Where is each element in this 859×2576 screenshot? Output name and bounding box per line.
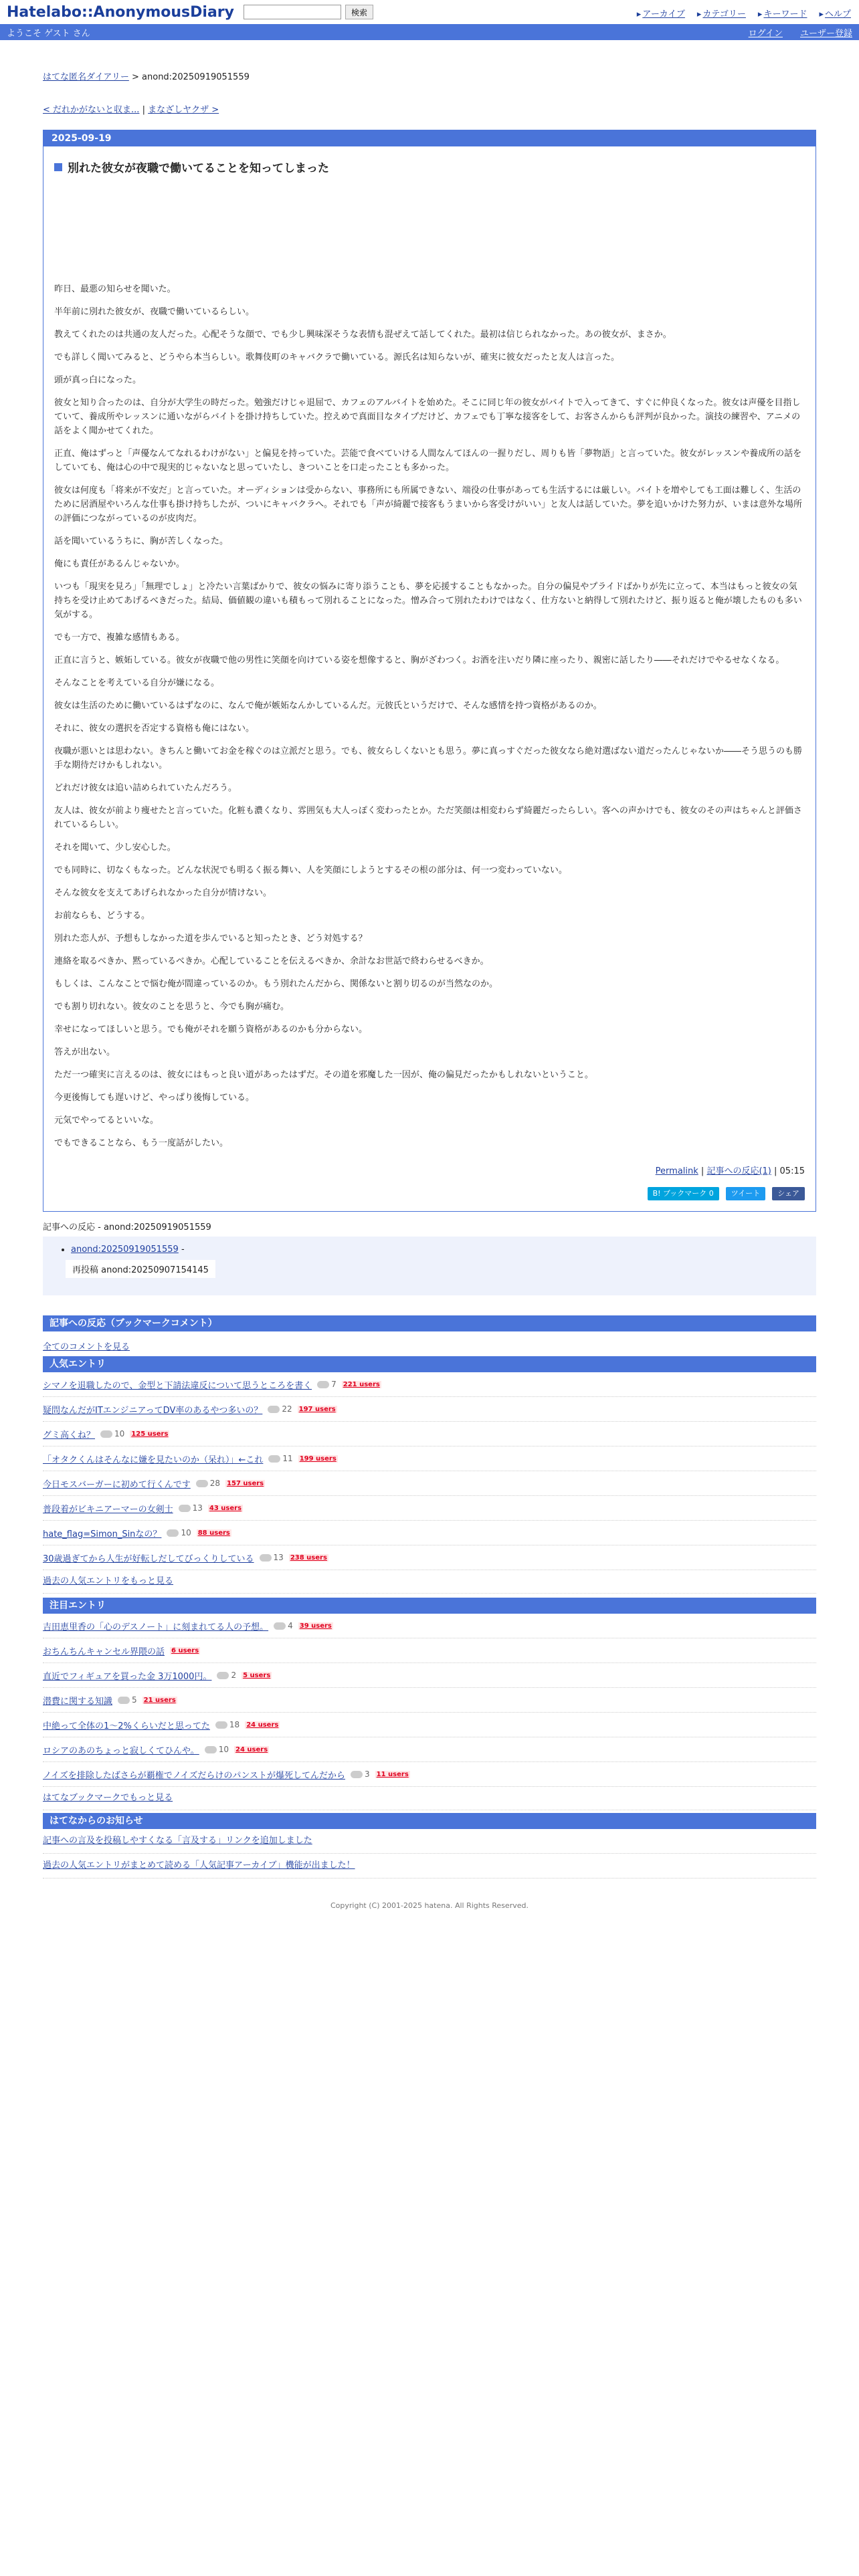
bookmark-users-badge[interactable]: 197 users (298, 1405, 336, 1413)
entry-link[interactable]: ロシアのあのちょっと寂しくてひんや。 (43, 1745, 199, 1756)
comment-count-number: 13 (273, 1553, 284, 1562)
entry-paragraph: でもできることなら、もう一度話がしたい。 (54, 1138, 229, 1148)
comment-count-number: 7 (331, 1380, 337, 1389)
comment-count-number: 2 (231, 1671, 237, 1680)
comment-count[interactable] (100, 1429, 124, 1438)
entry-link[interactable]: グミ高くね？ (43, 1430, 96, 1440)
comment-bubble-icon (260, 1554, 272, 1562)
comment-count[interactable] (268, 1404, 292, 1414)
entry-paragraph: 今更後悔しても遅いけど、やっぱり後悔している。 (54, 1093, 255, 1103)
entry-row (43, 1688, 816, 1713)
comment-bubble-icon (268, 1455, 280, 1463)
comment-bubble-icon (351, 1771, 363, 1778)
comment-count-number: 10 (181, 1528, 191, 1537)
entry-paragraph: 連絡を取るべきか、黙っているべきか。心配していることを伝えるべきか、余計なお世話で終わらせるべきか。 (54, 956, 489, 966)
bookmark-users-badge[interactable]: 39 users (299, 1622, 332, 1630)
comment-count-number: 10 (114, 1429, 125, 1438)
tweet-button[interactable]: ツイート (726, 1187, 765, 1200)
login-link[interactable]: ログイン (748, 28, 783, 39)
entry-row (43, 1496, 816, 1521)
search-button[interactable]: 検索 (345, 5, 373, 19)
entry-paragraph: それを聞いて、少し安心した。 (54, 843, 176, 853)
reaction-dash: - (181, 1245, 185, 1255)
entry-row (43, 1737, 816, 1762)
comment-bubble-icon (274, 1622, 286, 1630)
comment-count-number: 10 (218, 1745, 229, 1754)
comment-count[interactable] (196, 1479, 220, 1488)
entry-title-text: 別れた彼女が夜職で働いてることを知ってしまった (68, 162, 329, 175)
entry-link[interactable]: 直近でフィギュアを買った金 3万1000円。 (43, 1671, 212, 1682)
prev-entry-link[interactable]: < だれかがないと収ま... (43, 105, 140, 115)
comment-bubble-icon (118, 1697, 130, 1704)
entry-paragraph: 正直、俺はずっと「声優なんてなれるわけがない」と偏見を持っていた。芸能で食べていける人間なんてほんの一握りだし、周りも皆「夢物語」と言っていた。彼女がレッスンや養成所の話をしていても、俺は心の中で現実的じゃないなと思っていたし、きついことを口走ったことも多かった。 (54, 449, 802, 473)
entry-row (43, 1372, 816, 1397)
entry-paragraph: 頭が真っ白になった。 (54, 375, 142, 385)
entry-link[interactable]: 「オタクくんはそんなに嫌を見たいのか（呆れ）」←これ (43, 1455, 264, 1465)
comment-count-number: 4 (288, 1621, 293, 1630)
entry-row (43, 1471, 816, 1496)
comment-bubble-icon (217, 1672, 229, 1679)
comment-bubble-icon (205, 1746, 217, 1753)
bookmark-users-badge[interactable]: 88 users (197, 1529, 230, 1537)
day-section (43, 130, 816, 1212)
notable-more-link[interactable]: はてなブックマークでもっと見る (43, 1793, 173, 1803)
comment-bubble-icon (100, 1430, 112, 1438)
comment-count[interactable] (205, 1745, 229, 1754)
entry-paragraph: 教えてくれたのは共通の友人だった。心配そうな顔で、でも少し興味深そうな表情も混ぜえて話してくれた。最初は信じられなかった。あの彼女が、まさか。 (54, 330, 672, 340)
comment-bubble-icon (167, 1529, 179, 1537)
entry-paragraph: 夜職が悪いとは思わない。きちんと働いてお金を稼ぐのは立派だと思う。でも、彼女らしくないとも思う。夢に真っすぐだった彼女なら絶対選ばない道だったんじゃないか――そう思うのも勝手な期待だけかもしれない。 (54, 746, 803, 770)
nav-category[interactable]: ▸ カテゴリー (697, 7, 746, 19)
comment-count-number: 28 (209, 1479, 221, 1488)
register-link[interactable]: ユーザー登録 (799, 28, 852, 39)
comment-bubble-icon (179, 1505, 191, 1512)
permalink[interactable]: Permalink (655, 1166, 698, 1176)
entry-paragraph: 半年前に別れた彼女が、夜職で働いているらしい。 (54, 307, 255, 317)
comment-bubble-icon (268, 1406, 280, 1413)
breadcrumb (43, 70, 816, 82)
entry-body (54, 282, 805, 1150)
entry-link[interactable]: 30歳過ぎてから人生が好転しだしてびっくりしている (43, 1553, 254, 1564)
notable-entries-list (43, 1614, 816, 1787)
comment-count[interactable] (118, 1695, 137, 1705)
top-nav (637, 7, 851, 19)
announcement-link[interactable]: 記事への言及を投稿しやすくなる「言及する」リンクを追加しました (43, 1836, 312, 1846)
breadcrumb-sep: > (131, 72, 139, 82)
entry-row (43, 1545, 816, 1570)
reactions-link[interactable]: 記事への反応(1) (706, 1166, 771, 1176)
entry-paragraph: 俺にも責任があるんじゃないか。 (54, 559, 185, 569)
comment-count[interactable] (179, 1503, 203, 1513)
nav-keyword[interactable]: ▸ キーワード (758, 7, 807, 19)
popular-entries-header: 人気エントリ (43, 1356, 816, 1372)
entry-paragraph: 友人は、彼女が前より痩せたと言っていた。化粧も濃くなり、雰囲気も大人っぽく変わったとか。ただ笑顔は相変わらず綺麗だったらしい。客への声かけでも、彼女のその声はちゃんと評価されているらしい。 (54, 806, 802, 830)
reactions-box (43, 1237, 816, 1295)
entry-paragraph: 彼女は何度も「将来が不安だ」と言っていた。オーディションは受からない、事務所にも所属できない、端役の仕事があっても生活するには厳しい。バイトを増やしても工面は難しく、生活のために居酒屋やいろんな仕事も掛け持ちしたが、ついにキャバクラへ。それでも「声が綺麗で接客もうまいから客受けがいい」と友人は話していた。夢を追いかけた努力が、いまは意外な場所の評価につながっているのが皮肉だ。 (54, 486, 803, 524)
announcement-link[interactable]: 過去の人気エントリがまとめて読める「人気記事アーカイブ」機能が出ました！ (43, 1860, 355, 1870)
share-buttons (54, 1187, 805, 1200)
entry-row (43, 1397, 816, 1422)
breadcrumb-current: anond:20250919051559 (142, 72, 250, 82)
notable-entries-header: 注目エントリ (43, 1598, 816, 1614)
comment-count[interactable] (351, 1769, 370, 1779)
day-date: 2025-09-19 (43, 130, 816, 146)
popular-entries-list (43, 1372, 816, 1570)
entry-paragraph: 幸せになってほしいと思う。でも俺がそれを願う資格があるのかも分からない。 (54, 1025, 368, 1035)
reaction-link[interactable]: anond:20250919051559 (71, 1245, 179, 1255)
entry-row (43, 1422, 816, 1446)
entry-paragraph: 元気でやってるといいな。 (54, 1115, 159, 1125)
bookmark-users-badge[interactable]: 238 users (290, 1553, 327, 1562)
facebook-share-button[interactable]: シェア (772, 1187, 805, 1200)
entry-paragraph: お前ならも、どうする。 (54, 911, 151, 921)
entry-link[interactable]: 普段着がビキニアーマーの女剣士 (43, 1504, 173, 1515)
entry-link[interactable]: 中絶って全体の1〜2%くらいだと思ってた (43, 1721, 210, 1731)
welcome-text: ようこそ ゲスト さん (7, 28, 90, 39)
comment-bubble-icon (317, 1381, 329, 1388)
reactions-label: 記事への反応 - anond:20250919051559 (43, 1222, 211, 1232)
entry-paragraph: でも同時に、切なくもなった。どんな状況でも明るく振る舞い、人を笑顔にしようとするその根の部分は、何一つ変わっていない。 (54, 865, 567, 875)
entry-link[interactable]: シマノを退職したので、金型と下請法違反について思うところを書く (43, 1380, 312, 1391)
bookmark-comments-header: 記事への反応（ブックマークコメント） (43, 1315, 816, 1331)
entry-paragraph: もしくは、こんなことで悩む俺が間違っているのか。もう別れたんだから、関係ないと割り切るのが当然なのか。 (54, 979, 498, 989)
hatena-bookmark-button[interactable]: B! ブックマーク 0 (648, 1187, 719, 1200)
popular-more-link[interactable]: 過去の人気エントリをもっと見る (43, 1576, 174, 1586)
entry-link[interactable]: 潜費に関する知識 (43, 1696, 113, 1707)
entry-paragraph: 彼女と知り合ったのは、自分が大学生の時だった。勉強だけじゃ退屈で、カフェのアルバイトを始めた。そこに同じ年の彼女がバイトで入ってきて、すぐに仲良くなった。彼女は声優を目指していて、養成所やレッスンに通いながらバイトを掛け持ちしていた。控えめで真面目なタイプだけど、カフェでも丁寧な接客をして、お客さんからも評判が良かった。演技の練習や、アニメの話をよく聞かせてくれた。 (54, 398, 801, 436)
entry-row (43, 1638, 816, 1663)
entry-row (43, 1521, 816, 1545)
entry-nav-sep: | (142, 105, 145, 115)
user-bar (0, 24, 859, 40)
bookmark-users-badge[interactable]: 24 users (235, 1745, 268, 1753)
entry-row (43, 1663, 816, 1688)
entry-paragraph: そんな彼女を支えてあげられなかった自分が情けない。 (54, 888, 272, 898)
entry-link[interactable]: hate_flag=Simon_Sinなの？ (43, 1529, 162, 1539)
top-bar (0, 0, 859, 24)
entry-row (43, 1713, 816, 1737)
entry-paragraph: でも割り切れない。彼女のことを思うと、今でも胸が痛む。 (54, 1002, 290, 1012)
bookmark-users-badge[interactable]: 6 users (171, 1646, 199, 1654)
comment-count-number: 3 (365, 1769, 370, 1779)
entry-link[interactable]: 疑問なんだがITエンジニアってDV率のあるやつ多いの？ (43, 1405, 263, 1416)
comment-bubble-icon (215, 1721, 227, 1729)
entry-paragraph: そんなことを考えている自分が嫌になる。 (54, 678, 220, 688)
comment-count[interactable] (260, 1553, 284, 1562)
square-bullet-icon (54, 163, 62, 171)
comment-count-number: 22 (282, 1404, 292, 1414)
bookmark-users-badge[interactable]: 125 users (131, 1430, 169, 1438)
entry-link[interactable]: おちんちんキャンセル界隈の話 (43, 1646, 165, 1657)
reaction-item (71, 1245, 816, 1255)
bookmark-users-badge[interactable]: 11 users (376, 1770, 409, 1778)
comment-count-number: 11 (282, 1454, 293, 1463)
entry-link[interactable]: 今日モスバーガーに初めて行くんです (43, 1479, 191, 1490)
entry-paragraph: 昨日、最悪の知らせを聞いた。 (54, 284, 176, 294)
repost-text: 再投稿 anond:20250907154145 (66, 1260, 215, 1278)
entry-paragraph: 話を聞いているうちに、胸が苦しくなった。 (54, 536, 229, 546)
bookmark-users-badge[interactable]: 221 users (343, 1380, 380, 1388)
comment-count[interactable] (217, 1671, 236, 1680)
next-entry-link[interactable]: まなざしヤクザ > (148, 105, 219, 115)
entry-footer: Permalink | 記事への反応(1) | 05:15 (655, 1166, 805, 1176)
main-content (43, 70, 816, 1910)
comment-count[interactable] (167, 1528, 191, 1537)
nav-help[interactable]: ▸ ヘルプ (819, 7, 851, 19)
entry-paragraph: でも一方で、複雑な感情もある。 (54, 633, 185, 643)
search-input[interactable] (244, 5, 341, 19)
entry-paragraph: 答えが出ない。 (54, 1047, 116, 1057)
comment-count[interactable] (317, 1380, 337, 1389)
entry-title[interactable] (54, 158, 805, 175)
entry-paragraph: でも詳しく聞いてみると、どうやら本当らしい。歌舞伎町のキャバクラで働いている。源氏名は知らないが、確実に彼女だったと友人は言った。 (54, 352, 620, 362)
entry-paragraph: いつも「現実を見ろ」「無理でしょ」と冷たい言葉ばかりで、彼女の悩みに寄り添うことも、夢を応援することもなかった。自分の偏見やプライドばかりが先に立って、本当はもっと彼女の気持ちを受け止めてあげるべきだった。結局、価値観の違いも積もって別れることになった。憎み合って別れたわけではなく、仕方ないと納得して別れたけど、振り返ると俺が壊したものも多い気がする。 (54, 582, 802, 620)
comment-count-number: 5 (132, 1695, 137, 1705)
entry-paragraph: どれだけ彼女は追い詰められていたんだろう。 (54, 783, 237, 793)
entry-paragraph: 彼女は生活のために働いているはずなのに、なんで俺が嫉妬なんかしているんだ。元彼氏というだけで、そんな感情を持つ資格があるのか。 (54, 701, 602, 711)
comment-count[interactable] (274, 1621, 293, 1630)
entry-row (43, 1762, 816, 1787)
announcements-header: はてなからのお知らせ (43, 1813, 816, 1829)
bookmark-users-badge[interactable]: 24 users (246, 1721, 279, 1729)
entry-link[interactable]: ノイズを排除したばさらが覇権でノイズだらけのパンストが爆死してんだから (43, 1770, 346, 1781)
entry-time: 05:15 (779, 1166, 805, 1176)
nav-archive[interactable]: ▸ アーカイブ (637, 7, 685, 19)
entry-link[interactable]: 吉田恵里香の「心のデスノート」に刻まれてる人の予想。 (43, 1622, 269, 1632)
bookmark-users-badge[interactable]: 199 users (299, 1455, 337, 1463)
entry-nav (43, 102, 816, 115)
entry-paragraph: 正直に言うと、嫉妬している。彼女が夜職で他の男性に笑顔を向けている姿を想像すると、胸がざわつく。お酒を注いだり隣に座ったり、親密に話したり――それだけでやるせなくなる。 (54, 655, 785, 665)
entry-paragraph: それに、彼女の選択を否定する資格も俺にはない。 (54, 724, 255, 734)
bookmark-users-badge[interactable]: 43 users (209, 1504, 242, 1512)
entry-paragraph: ただ一つ確実に言えるのは、彼女にはもっと良い道があったはずだ。その道を邪魔した一因が、俺の偏見だったかもしれないということ。 (54, 1070, 593, 1080)
entry-row (43, 1446, 816, 1471)
entry-paragraph: 別れた恋人が、予想もしなかった道を歩んでいると知ったとき、どう対処する？ (54, 934, 367, 944)
comment-count-number: 18 (229, 1720, 240, 1729)
site-logo[interactable]: Hatelabo::AnonymousDiary (7, 3, 234, 21)
comment-bubble-icon (196, 1480, 208, 1487)
comment-count[interactable] (268, 1454, 292, 1463)
bookmark-users-badge[interactable]: 21 users (143, 1696, 176, 1704)
comment-count-number: 13 (192, 1503, 203, 1513)
comment-count[interactable] (215, 1720, 240, 1729)
bookmark-users-badge[interactable]: 5 users (243, 1671, 271, 1679)
bookmark-users-badge[interactable]: 157 users (227, 1479, 264, 1487)
copyright: Copyright (C) 2001-2025 hatena. All Rights Reserved. (330, 1901, 529, 1910)
breadcrumb-home[interactable]: はてな匿名ダイアリー (43, 72, 129, 82)
entry-row (43, 1614, 816, 1638)
all-comments-link[interactable]: 全てのコメントを見る (43, 1342, 130, 1352)
